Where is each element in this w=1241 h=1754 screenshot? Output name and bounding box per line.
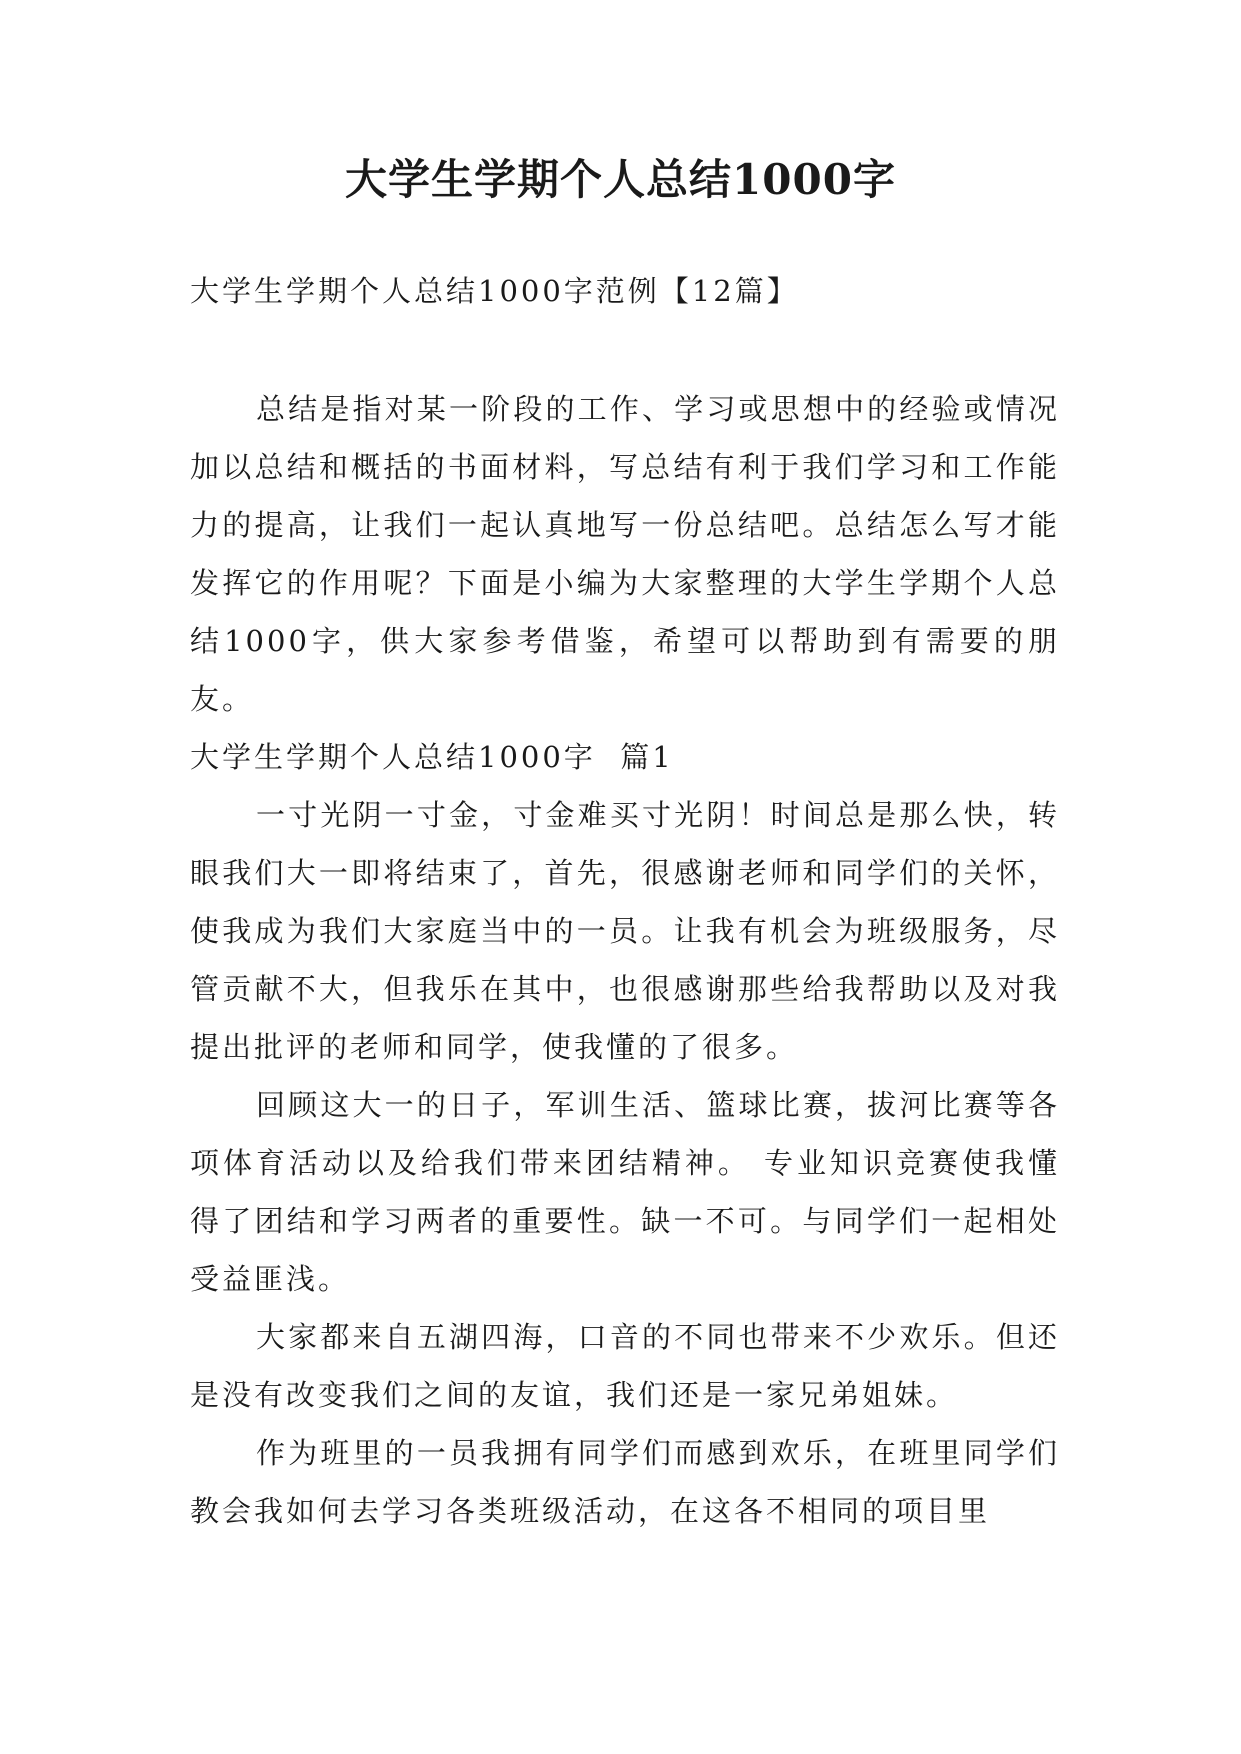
document-body	[190, 262, 1060, 1540]
intro-paragraph: 总结是指对某一阶段的工作、学习或思想中的经验或情况加以总结和概括的书面材料，写总结有利于我们学习和工作能力的提高，让我们一起认真地写一份总结吧。总结怎么写才能发挥它的作用呢？下面是小编为大家整理的大学生学期个人总结1000字，供大家参考借鉴，希望可以帮助到有需要的朋友。	[190, 392, 1060, 716]
body-paragraph-1: 一寸光阴一寸金，寸金难买寸光阴！时间总是那么快，转眼我们大一即将结束了，首先，很感谢老师和同学们的关怀，使我成为我们大家庭当中的一员。让我有机会为班级服务，尽管贡献不大，但我乐在其中，也很感谢那些给我帮助以及对我提出批评的老师和同学，使我懂的了很多。	[190, 798, 1060, 1064]
section-heading: 大学生学期个人总结1000字 篇1	[190, 740, 674, 774]
body-paragraph-4: 作为班里的一员我拥有同学们而感到欢乐，在班里同学们教会我如何去学习各类班级活动，在这各不相同的项目里	[190, 1436, 1060, 1528]
body-paragraph-3: 大家都来自五湖四海，口音的不同也带来不少欢乐。但还是没有改变我们之间的友谊，我们还是一家兄弟姐妹。	[190, 1320, 1060, 1412]
body-paragraph-2: 回顾这大一的日子，军训生活、篮球比赛，拔河比赛等各项体育活动以及给我们带来团结精神。 专业知识竞赛使我懂得了团结和学习两者的重要性。缺一不可。与同学们一起相处受益匪浅。	[190, 1088, 1060, 1296]
document-subtitle: 大学生学期个人总结1000字范例【12篇】	[190, 274, 799, 308]
document-title: 大学生学期个人总结1000字	[345, 155, 896, 204]
